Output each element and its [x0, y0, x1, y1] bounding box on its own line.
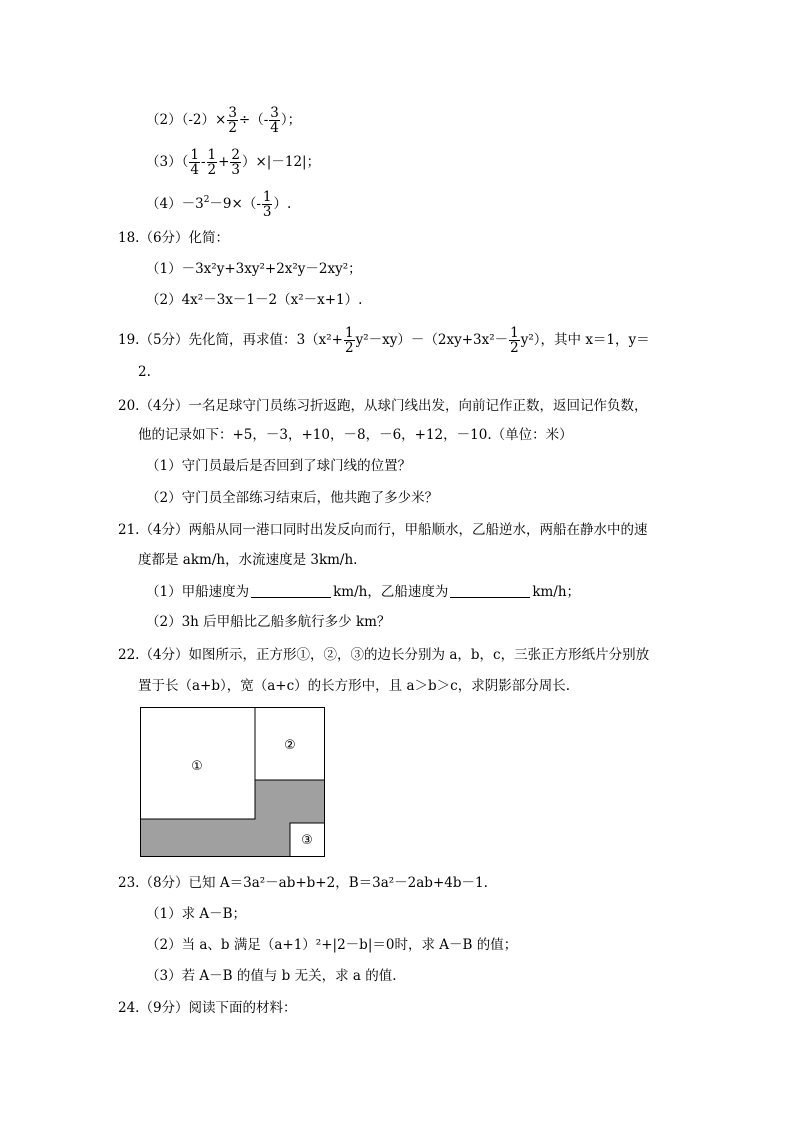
q18-part2: （2）4x²－3x－1－2（x²－x+1）.: [146, 292, 363, 308]
square-3-label: ③: [301, 833, 313, 848]
fraction: $\frac{1}{2}$: [207, 147, 217, 178]
q19-cont: 2.: [138, 364, 151, 380]
fraction: $\frac{1}{3}$: [262, 189, 272, 220]
q17-part3: （3）（ $\frac{1}{4}$ - $\frac{1}{2}$ + $\frac{2}{3}$ ）×|－12|；: [146, 147, 321, 178]
square-1-label: ①: [191, 759, 203, 774]
q21-part1: （1）甲船速度为 km/h，乙船速度为 km/h；: [146, 584, 581, 600]
q20-part1: （1）守门员最后是否回到了球门线的位置？: [146, 458, 412, 474]
q22-line1: 22.（4分）如图所示，正方形①，②，③的边长分别为 a，b，c，三张正方形纸片分别放: [118, 647, 650, 663]
q23-part2: （2）当 a、b 满足（a+1）²+|2－b|＝0时，求 A－B 的值；: [146, 937, 518, 953]
q24-title: 24.（9分）阅读下面的材料：: [118, 1000, 297, 1016]
q17-part4: $(4)-3^2-9\times(-$ $\frac{1}{3}$ ）.: [146, 189, 292, 220]
q20-part2: （2）守门员全部练习结束后，他共跑了多少米？: [146, 490, 439, 506]
q18-title: 18.（6分）化简：: [118, 230, 230, 246]
q18-part1: （1）－3x²y+3xy²+2x²y－2xy²；: [146, 261, 362, 277]
q21-line2: 度都是 akm/h，水流速度是 3km/h.: [138, 552, 358, 568]
q21-line1: 21.（4分）两船从同一港口同时出发反向而行，甲船顺水，乙船逆水，两船在静水中的速: [118, 522, 648, 538]
q23-title: 23.（8分）已知 A＝3a²－ab+b+2，B＝3a²－2ab+4b－1.: [118, 875, 488, 891]
q22-line2: 置于长（a+b），宽（a+c）的长方形中，且 a＞b＞c，求阴影部分周长.: [138, 678, 571, 694]
q23-part3: （3）若 A－B 的值与 b 无关，求 a 的值.: [146, 968, 397, 984]
fraction: $\frac{3}{2}$: [228, 105, 237, 136]
fraction: $\frac{1}{4}$: [190, 147, 199, 178]
q20-line2: 他的记录如下：+5，－3，+10，－8，－6，+12，－10.（单位：米）: [138, 427, 573, 443]
q20-line1: 20.（4分）一名足球守门员练习折返跑，从球门线出发，向前记作正数，返回记作负数，: [118, 398, 648, 414]
fraction: $\frac{1}{2}$: [345, 325, 354, 356]
fraction: $\frac{1}{2}$: [510, 325, 519, 356]
q19-line: 19.（5分）先化简，再求值：3（x²+ $\frac{1}{2}$ y²－xy）－（2xy+3x²－ $\frac{1}{2}$ y²），其中 x＝1，y＝: [118, 325, 650, 356]
answer-blank[interactable]: [251, 584, 331, 598]
answer-blank[interactable]: [450, 584, 530, 598]
q21-part2: （2）3h 后甲船比乙船多航行多少 km？: [146, 614, 391, 630]
fraction: $\frac{3}{4}$: [270, 105, 279, 136]
square-2-label: ②: [284, 738, 296, 753]
q17-part2: （2）（-2）× $\frac{3}{2}$ ÷（- $\frac{3}{4}$ ）；: [146, 105, 302, 136]
fraction: $\frac{2}{3}$: [231, 147, 240, 178]
q23-part1: （1）求 A－B；: [146, 906, 247, 922]
squares-figure: [140, 707, 325, 857]
